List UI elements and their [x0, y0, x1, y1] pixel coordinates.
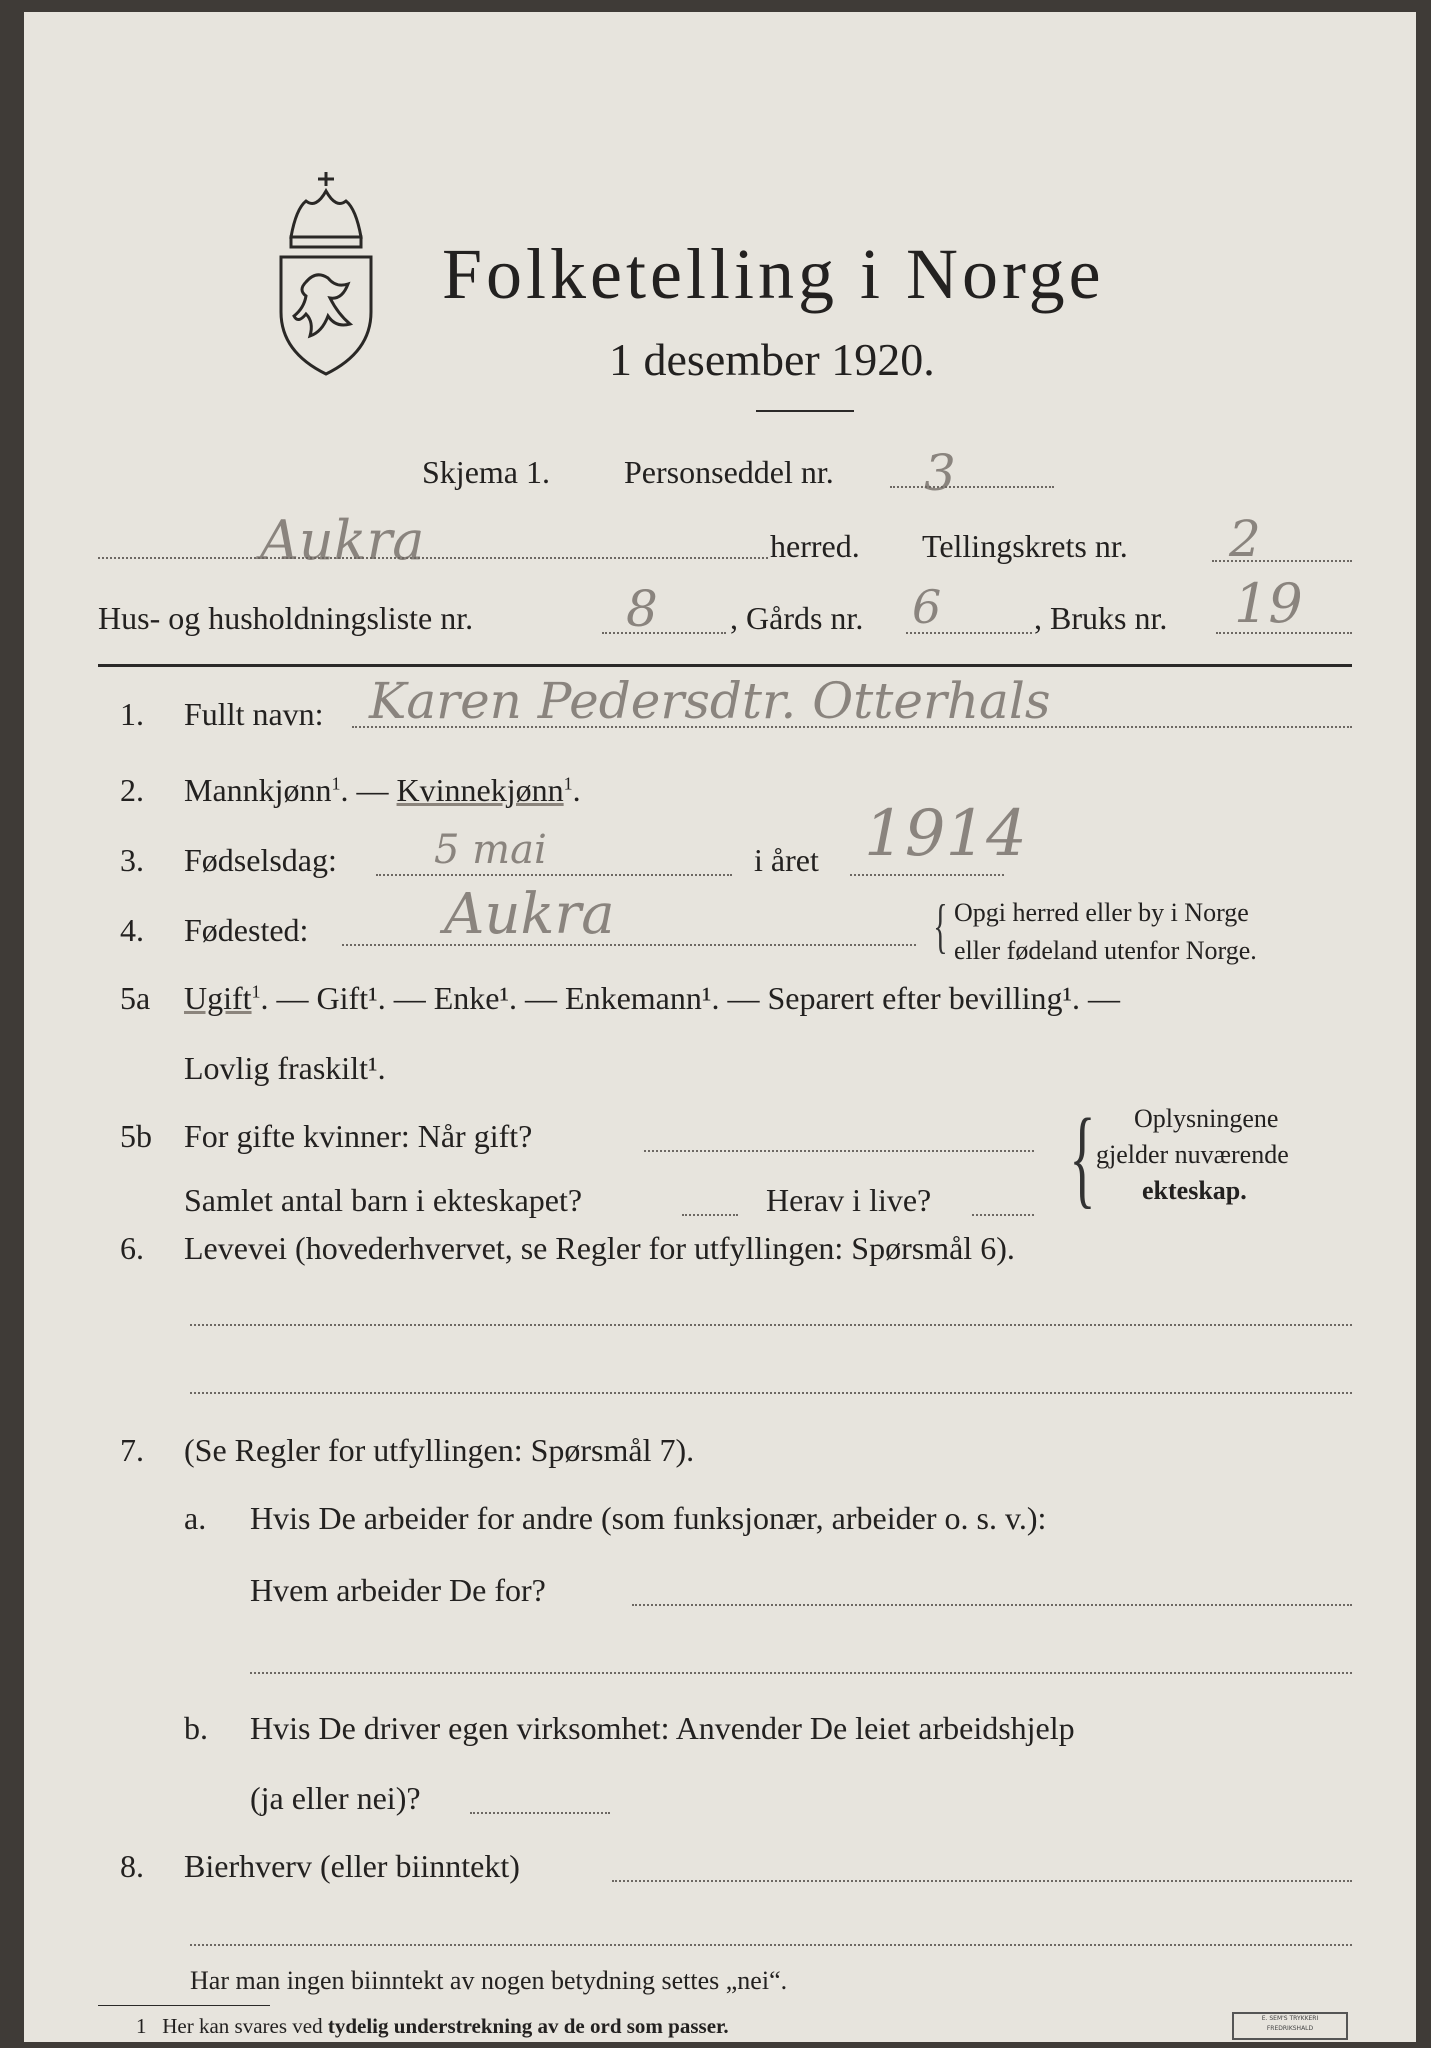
census-district-label: Tellingskrets nr.: [922, 528, 1128, 564]
q3-year-label: i året: [754, 842, 819, 878]
birthplace-value: Aukra: [444, 882, 615, 947]
q5a-number: 5a: [120, 980, 151, 1016]
q4-note-1: Opgi herred eller by i Norge: [954, 898, 1249, 927]
holding-number-value: 19: [1234, 572, 1303, 635]
yes-no-line: [470, 1812, 610, 1814]
unmarried-option: Ugift: [184, 980, 252, 1016]
farm-number-label: , Gårds nr.: [730, 600, 864, 636]
q5b-brace: {: [1069, 1096, 1096, 1218]
birth-year-line: [850, 874, 1004, 876]
q7a-label: Hvis De arbeider for andre (som funksjonær, arbeider o. s. v.):: [250, 1500, 1047, 1536]
q7-number: 7.: [120, 1432, 144, 1468]
q6-label: Levevei (hovederhvervet, se Regler for utfyllingen: Spørsmål 6).: [184, 1230, 1015, 1266]
municipality-line: [98, 557, 768, 559]
q8-note: Har man ingen biinntekt av nogen betydning settes „nei“.: [190, 1966, 788, 1995]
full-name-value: Karen Pedersdtr. Otterhals: [369, 672, 1051, 730]
q7b-yes-no-label: (ja eller nei)?: [250, 1780, 421, 1816]
footnote-divider: [98, 2005, 270, 2006]
side-income-line-2: [190, 1944, 1352, 1946]
footnote: 1 Her kan svares ved tydelig understrekning av de ord som passer.: [136, 2014, 729, 2038]
q7b-letter: b.: [184, 1710, 208, 1746]
q5b-note-3: ekteskap.: [1142, 1176, 1247, 1205]
census-form-page: [24, 12, 1416, 2042]
male-option: Mannkjønn: [184, 772, 332, 808]
q7a-employer-label: Hvem arbeider De for?: [250, 1572, 546, 1608]
q4-label: Fødested:: [184, 912, 309, 948]
q3-label: Fødselsdag:: [184, 842, 337, 878]
schema-label: Skjema 1.: [422, 454, 550, 490]
birthday-line: [376, 874, 732, 876]
q7a-letter: a.: [184, 1500, 207, 1536]
q6-number: 6.: [120, 1230, 144, 1266]
q7b-label: Hvis De driver egen virksomhet: Anvender De leiet arbeidshjelp: [250, 1710, 1075, 1746]
q5b-number: 5b: [120, 1118, 152, 1154]
household-list-line: [602, 632, 726, 634]
q5a-options: Ugift$^1$. — Gift¹. — Enke¹. — Enkemann¹. — Separert efter bevilling¹. —: [184, 980, 1121, 1016]
title-divider: [756, 410, 854, 412]
q7-label: (Se Regler for utfyllingen: Spørsmål 7).: [184, 1432, 695, 1468]
q4-number: 4.: [120, 912, 144, 948]
farm-number-value: 6: [912, 580, 942, 634]
q2-number: 2.: [120, 772, 144, 808]
side-income-line-1: [612, 1880, 1352, 1882]
married-date-line: [644, 1150, 1034, 1152]
holding-number-label: , Bruks nr.: [1034, 600, 1168, 636]
q3-number: 3.: [120, 842, 144, 878]
form-title: Folketelling i Norge: [442, 234, 1105, 314]
q5b-note-2: gjelder nuværende: [1096, 1140, 1289, 1169]
q5b-children-label: Samlet antal barn i ekteskapet?: [184, 1182, 583, 1218]
children-line: [682, 1214, 738, 1216]
q8-number: 8.: [120, 1848, 144, 1884]
birthplace-line: [342, 944, 916, 946]
occupation-line-1: [190, 1324, 1352, 1326]
person-slip-number: 3: [924, 444, 956, 502]
q5b-alive-label: Herav i live?: [766, 1182, 932, 1218]
q8-label: Bierhverv (eller biinntekt): [184, 1848, 520, 1884]
person-slip-label: Personseddel nr.: [624, 454, 834, 490]
q2-options: Mannkjønn$^1$. — Kvinnekjønn$^1$.: [184, 772, 581, 808]
q5a-divorced: Lovlig fraskilt¹.: [184, 1050, 386, 1086]
occupation-line-2: [190, 1392, 1352, 1394]
q4-note-2: eller fødeland utenfor Norge.: [954, 936, 1257, 965]
municipality-label: herred.: [770, 528, 860, 564]
birthday-value: 5 mai: [434, 827, 547, 873]
birth-year-value: 1914: [864, 797, 1027, 871]
q5b-married-label: For gifte kvinner: Når gift?: [184, 1118, 533, 1154]
printer-stamp: E. SEM'S TRYKKERI FREDRIKSHALD: [1232, 2012, 1348, 2040]
female-option: Kvinnekjønn: [396, 772, 564, 808]
q4-brace: {: [933, 893, 948, 959]
employer-line-1: [632, 1604, 1352, 1606]
q1-number: 1.: [120, 696, 144, 732]
alive-line: [972, 1214, 1034, 1216]
municipality-value: Aukra: [260, 509, 425, 572]
household-list-label: Hus- og husholdningsliste nr.: [98, 600, 474, 636]
coat-of-arms-icon: [266, 167, 386, 377]
q5b-note-1: Oplysningene: [1134, 1104, 1279, 1133]
form-date: 1 desember 1920.: [609, 334, 935, 385]
section-divider: [98, 664, 1352, 667]
employer-line-2: [250, 1672, 1352, 1674]
q1-label: Fullt navn:: [184, 696, 324, 732]
census-district-value: 2: [1229, 510, 1261, 568]
person-slip-line: [890, 486, 1054, 488]
household-list-value: 8: [626, 580, 658, 638]
